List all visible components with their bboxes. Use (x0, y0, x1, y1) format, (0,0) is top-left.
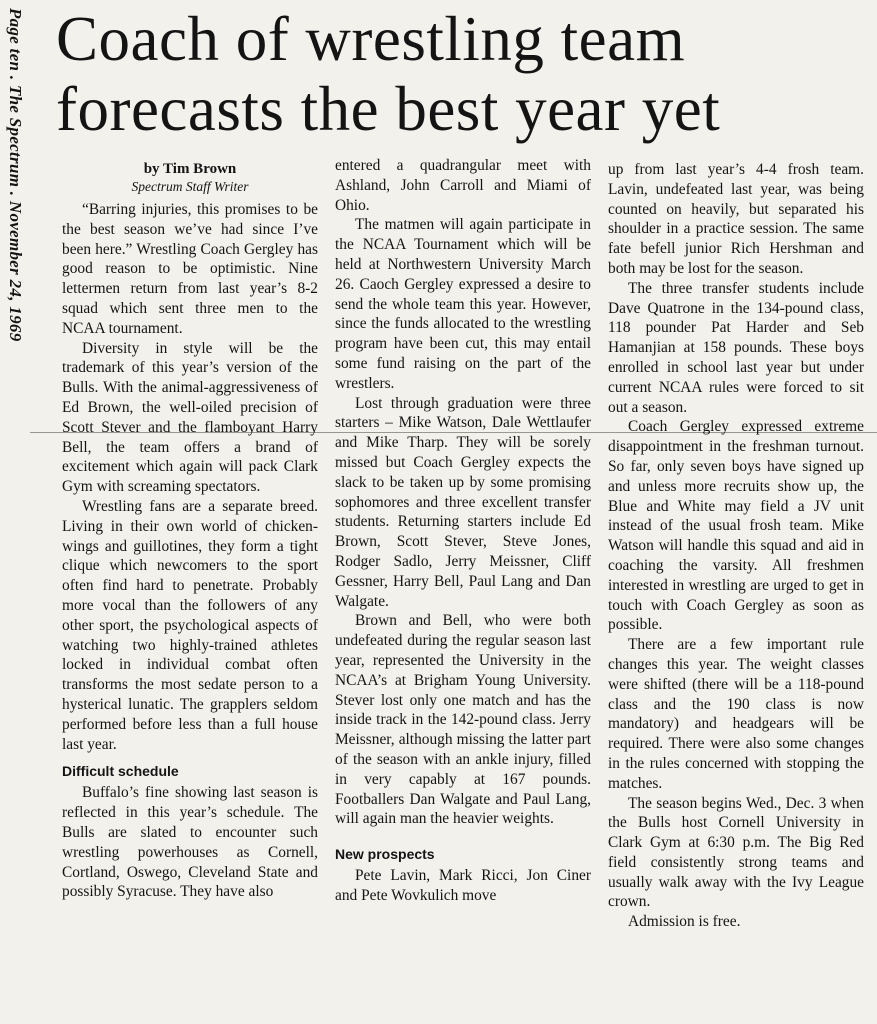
headline-line-1: Coach of wrestling team (56, 4, 686, 74)
headline (56, 4, 868, 144)
paragraph: Coach Gergley expressed extreme disappointment in the freshman turnout. So far, only seven boys have signed up and unless more recruits show up, the Blue and White may field a JV unit instead of the usual frosh team. Mike Watson will handle this squad and aid in coaching the varsity. All freshmen interested in wrestling are urged to get in touch with Coach Gergley as soon as possible. (608, 418, 864, 634)
paragraph: Lost through graduation were three starters – Mike Watson, Dale Wettlaufer and Mike Tharp. They will be sorely missed but Coach Gergley expects the slack to be taken up by some promising sophomores and three excellent transfer students. Returning starters include Ed Brown, Scott Stever, Steve Jones, Rodger Sadlo, Jerry Meissner, Cliff Gessner, Harry Bell, Paul Lang and Dan Walgate. (335, 394, 591, 610)
article-column-1 (62, 160, 318, 902)
paragraph: Admission is free. (628, 913, 741, 931)
paragraph: up from last year’s 4-4 frosh team. Lavin, undefeated last year, was being counted on heavily, but separated his shoulder in a practice session. The same fate befell junior Rich Hershman and both may be lost for the season. (608, 161, 864, 277)
byline: by Tim Brown (143, 161, 237, 177)
paragraph: Wrestling fans are a separate breed. Living in their own world of chicken-wings and guillotines, they form a tight clique which newcomers to the sport often find hard to penetrate. Probably more vocal than the followers of any other sport, the psychological aspects of watching two highly-trained athletes locked in individual combat often transforms the most sedate person to a hysterical lunatic. The grapplers seldom performed before less than a full house last year. (62, 497, 318, 753)
paragraph: “Barring injuries, this promises to be the best season we’ve had since I’ve been here.” Wrestling Coach Gergley has good reason to be optimistic. Nine lettermen return from last year’s 8-2 squad which sent three men to the NCAA tournament. (62, 201, 318, 337)
paragraph: Pete Lavin, Mark Ricci, Jon Ciner and Pete Wovkulich move (335, 867, 591, 904)
paragraph: entered a quadrangular meet with Ashland, John Carroll and Miami of Ohio. (335, 157, 591, 214)
headline-line-2: forecasts the best year yet (56, 74, 721, 144)
paragraph: Diversity in style will be the trademark of this year’s version of the Bulls. With the animal-aggressiveness of Ed Brown, the well-oiled precision of Scott Stever and the flamboyant Harry Bell, the team offers a brand of excitement which again will pack Clark Gym with screaming spectators. (62, 339, 318, 496)
paragraph: The matmen will again participate in the NCAA Tournament which will be held at Northwestern University March 26. Caoch Gergley expressed a desire to send the whole team this year. However, since the funds allocated to the wrestling program have been cut, this may entail some fund raising on the part of the wrestlers. (335, 216, 591, 392)
page-folio: Page ten . The Spectrum . November 24, 1969 (6, 8, 25, 342)
subhead-new-prospects: New prospects (335, 846, 435, 863)
paragraph: Buffalo’s fine showing last season is reflected in this year’s schedule. The Bulls are slated to encounter such wrestling powerhouses as Cornell, Cortland, Oswego, Cleveland State and possibly Syracuse. They have also (62, 784, 318, 901)
paragraph: The three transfer students include Dave Quatrone in the 134-pound class, 118 pounder Pat Harder and Seb Hamanjian at 158 pounds. These boys enrolled in school last year but under current NCAA rules were forced to sit out a season. (608, 279, 864, 416)
paragraph: Brown and Bell, who were both undefeated during the regular season last year, represented the University in the NCAA’s at Brigham Young University. Stever lost only one match and has the inside track in the 142-pound class. Jerry Meissner, although missing the latter part of the season with an ankle injury, filled in very capably at 167 pounds. Footballers Dan Walgate and Paul Lang, will again man the heavier weights. (335, 612, 591, 828)
paragraph: There are a few important rule changes this year. The weight classes were shifted (there will be a 118-pound class and the 190 class is now mandatory) and headgears will be required. There were also some changes in the rules concerned with stopping the matches. (608, 636, 864, 792)
byline-role: Spectrum Staff Writer (131, 179, 249, 194)
paragraph: The season begins Wed., Dec. 3 when the Bulls host Cornell University in Clark Gym at 6:30 p.m. The Big Red field consistently strong teams and usually walk away with the Ivy League crown. (608, 794, 864, 911)
article-column-2 (335, 156, 591, 906)
article-column-3 (608, 160, 864, 932)
subhead-difficult-schedule: Difficult schedule (62, 763, 179, 780)
